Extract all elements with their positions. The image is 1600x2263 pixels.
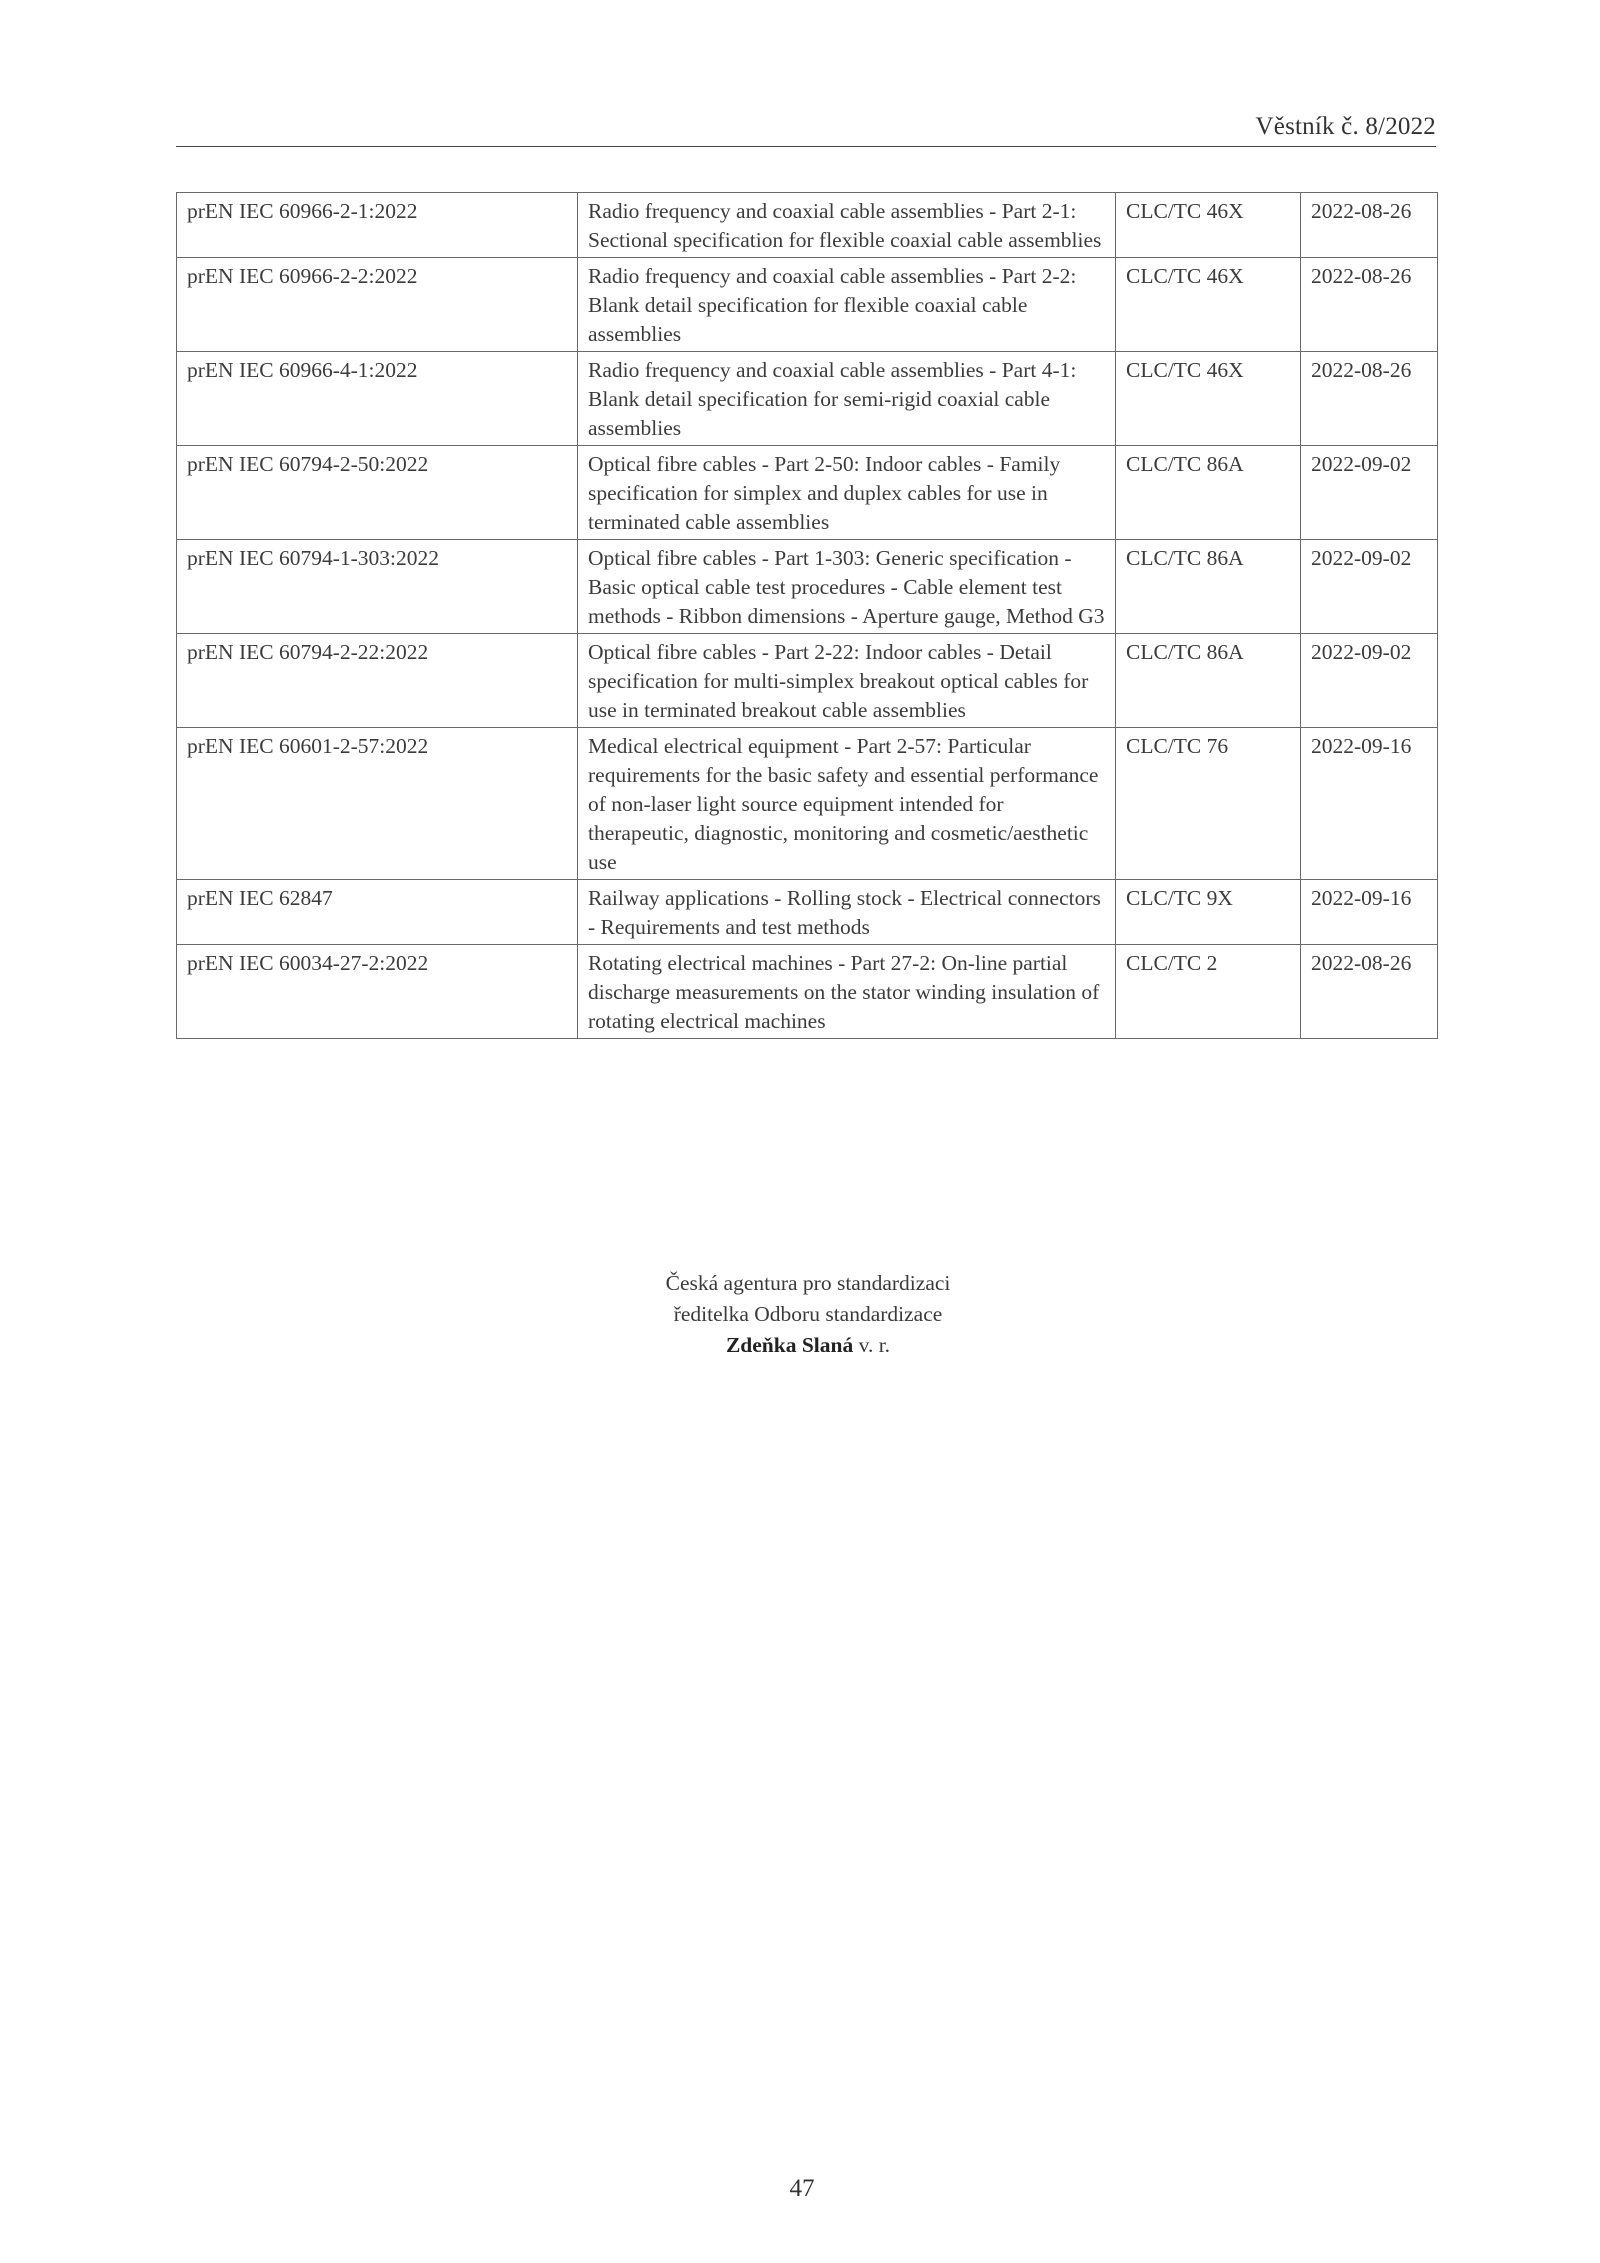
table-row [177, 352, 1438, 446]
signature-name-line [0, 1330, 1600, 1361]
technical-committee: CLC/TC 86A [1116, 446, 1301, 540]
deadline-date: 2022-09-02 [1301, 634, 1438, 728]
standards-table [176, 192, 1438, 1039]
standard-code: prEN IEC 62847 [177, 880, 578, 945]
bulletin-title: Věstník č. 8/2022 [1255, 113, 1436, 140]
standard-code: prEN IEC 60966-2-1:2022 [177, 193, 578, 258]
standard-title: Radio frequency and coaxial cable assemblies - Part 4-1: Blank detail specification for semi-rigid coaxial cable assemblies [578, 352, 1116, 446]
deadline-date: 2022-08-26 [1301, 945, 1438, 1039]
standard-title: Medical electrical equipment - Part 2-57: Particular requirements for the basic safety and essential performance of non-laser light source equipment intended for therapeutic, diagnostic, monitoring and cosmetic/aesthetic use [578, 728, 1116, 880]
technical-committee: CLC/TC 9X [1116, 880, 1301, 945]
technical-committee: CLC/TC 2 [1116, 945, 1301, 1039]
standard-title: Railway applications - Rolling stock - Electrical connectors - Requirements and test methods [578, 880, 1116, 945]
standard-title: Rotating electrical machines - Part 27-2: On-line partial discharge measurements on the stator winding insulation of rotating electrical machines [578, 945, 1116, 1039]
standard-code: prEN IEC 60966-2-2:2022 [177, 258, 578, 352]
technical-committee: CLC/TC 46X [1116, 352, 1301, 446]
deadline-date: 2022-09-02 [1301, 540, 1438, 634]
technical-committee: CLC/TC 76 [1116, 728, 1301, 880]
standard-title: Optical fibre cables - Part 1-303: Generic specification - Basic optical cable test procedures - Cable element test methods - Ribbon dimensions - Aperture gauge, Method G3 [578, 540, 1116, 634]
deadline-date: 2022-08-26 [1301, 352, 1438, 446]
technical-committee: CLC/TC 86A [1116, 540, 1301, 634]
deadline-date: 2022-08-26 [1301, 258, 1438, 352]
table-row [177, 945, 1438, 1039]
standard-title: Radio frequency and coaxial cable assemblies - Part 2-1: Sectional specification for flexible coaxial cable assemblies [578, 193, 1116, 258]
standard-code: prEN IEC 60794-1-303:2022 [177, 540, 578, 634]
signature-suffix: v. r. [853, 1333, 891, 1357]
signature-block [0, 1268, 1600, 1361]
table-row [177, 540, 1438, 634]
technical-committee: CLC/TC 86A [1116, 634, 1301, 728]
standard-code: prEN IEC 60794-2-22:2022 [177, 634, 578, 728]
deadline-date: 2022-09-16 [1301, 880, 1438, 945]
deadline-date: 2022-08-26 [1301, 193, 1438, 258]
page-header [176, 112, 1436, 147]
page-number: 47 [789, 2175, 815, 2202]
standard-title: Radio frequency and coaxial cable assemblies - Part 2-2: Blank detail specification for flexible coaxial cable assemblies [578, 258, 1116, 352]
table-row [177, 446, 1438, 540]
standard-code: prEN IEC 60794-2-50:2022 [177, 446, 578, 540]
deadline-date: 2022-09-16 [1301, 728, 1438, 880]
table-row [177, 258, 1438, 352]
standard-code: prEN IEC 60966-4-1:2022 [177, 352, 578, 446]
table-row [177, 880, 1438, 945]
table-row [177, 634, 1438, 728]
deadline-date: 2022-09-02 [1301, 446, 1438, 540]
technical-committee: CLC/TC 46X [1116, 258, 1301, 352]
standard-code: prEN IEC 60034-27-2:2022 [177, 945, 578, 1039]
table-row [177, 728, 1438, 880]
table-row [177, 193, 1438, 258]
standard-title: Optical fibre cables - Part 2-50: Indoor cables - Family specification for simplex and duplex cables for use in terminated cable assemblies [578, 446, 1116, 540]
signature-position: ředitelka Odboru standardizace [673, 1302, 943, 1326]
signature-organization: Česká agentura pro standardizaci [665, 1271, 951, 1295]
signatory-name: Zdeňka Slaná [725, 1333, 854, 1357]
standard-title: Optical fibre cables - Part 2-22: Indoor cables - Detail specification for multi-simplex breakout optical cables for use in terminated breakout cable assemblies [578, 634, 1116, 728]
technical-committee: CLC/TC 46X [1116, 193, 1301, 258]
standard-code: prEN IEC 60601-2-57:2022 [177, 728, 578, 880]
